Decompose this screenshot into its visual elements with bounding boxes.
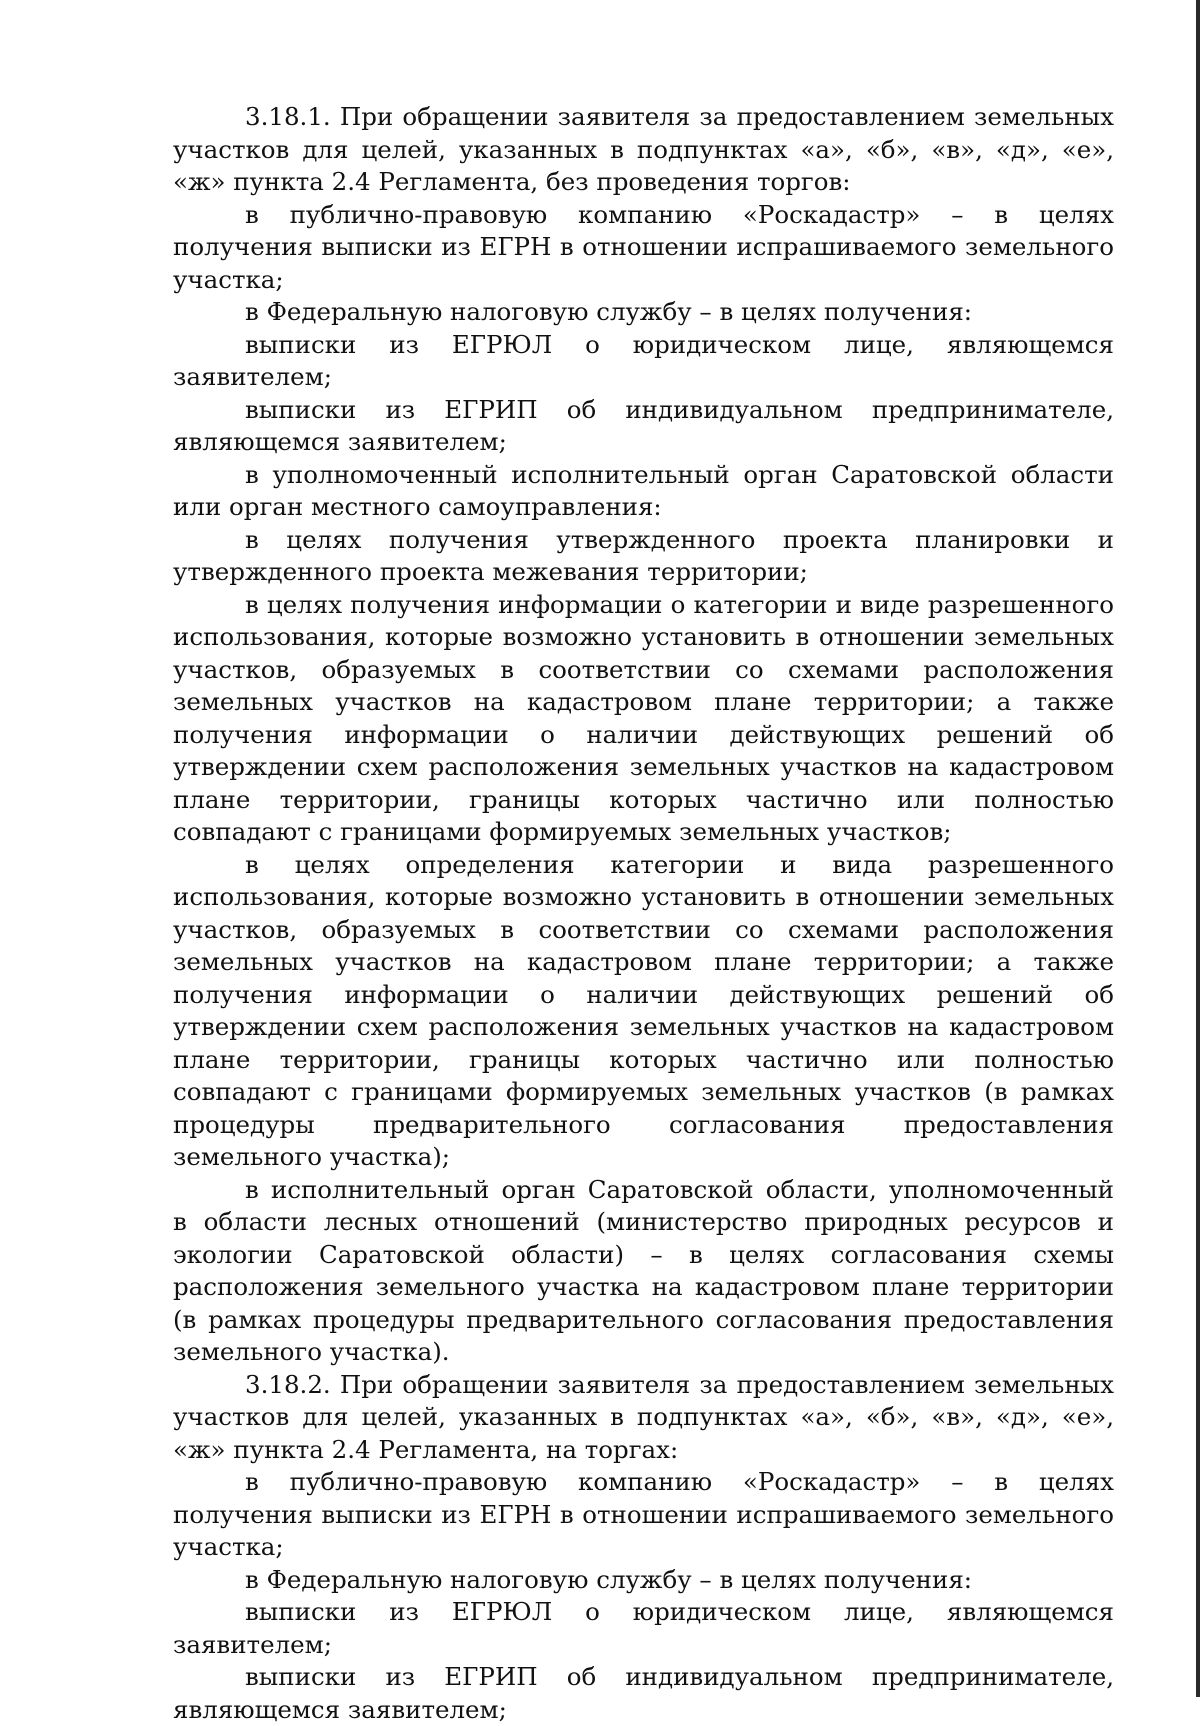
paragraph: в целях получения утвержденного проекта планировки и утвержденного проекта межевания территории; bbox=[173, 524, 1114, 586]
paragraph: в Федеральную налоговую службу – в целях получения: bbox=[245, 1564, 973, 1594]
paragraph: в Федеральную налоговую службу – в целях получения: bbox=[245, 297, 973, 326]
paragraph: в публично-правовую компанию «Роскадастр» – в целях получения выписки из ЕГРН в отношении испрашиваемого земельного участка; bbox=[173, 199, 1114, 294]
paragraph: в уполномоченный исполнительный орган Саратовской области или орган местного самоуправления: bbox=[173, 459, 1114, 521]
paragraph: в целях определения категории и вида разрешенного использования, которые возможно установить в отношении земельных участков, образуемых в соответствии со схемами расположения земельных участков на кадастровом плане территории; а также получения информации о наличии действующих решений об утверждении схем расположения земельных участков на кадастровом плане территории, границы которых частично или полностью совпадают с границами формируемых земельных участков (в рамках процедуры предварительного согласования предоставления земельного участка); bbox=[173, 849, 1114, 1171]
paragraph: выписки из ЕГРЮЛ о юридическом лице, являющемся заявителем; bbox=[173, 329, 1114, 391]
paragraph: выписки из ЕГРЮЛ о юридическом лице, являющемся заявителем; bbox=[173, 1597, 1114, 1659]
page-edge-border bbox=[1196, 0, 1200, 1697]
paragraph: выписки из ЕГРИП об индивидуальном предпринимателе, являющемся заявителем; bbox=[173, 1662, 1114, 1724]
paragraph: выписки из ЕГРИП об индивидуальном предпринимателе, являющемся заявителем; bbox=[173, 394, 1114, 456]
paragraph: в целях получения информации о категории и виде разрешенного использования, которые возможно установить в отношении земельных участков, образуемых в соответствии со схемами расположения земельных участков на кадастровом плане территории; а также получения информации о наличии действующих решений об утверждении схем расположения земельных участков на кадастровом плане территории, границы которых частично или полностью совпадают с границами формируемых земельных участков; bbox=[173, 589, 1114, 846]
paragraph-3-18-2: 3.18.2. При обращении заявителя за предоставлением земельных участков для целей, указанных в подпунктах «а», «б», «в», «д», «е», «ж» пункта 2.4 Регламента, на торгах: bbox=[173, 1369, 1114, 1464]
document-body bbox=[173, 101, 1114, 1726]
paragraph-3-18-1: 3.18.1. При обращении заявителя за предоставлением земельных участков для целей, указанных в подпунктах «а», «б», «в», «д», «е», «ж» пункта 2.4 Регламента, без проведения торгов: bbox=[173, 102, 1114, 196]
paragraph: в публично-правовую компанию «Роскадастр» – в целях получения выписки из ЕГРН в отношении испрашиваемого земельного участка; bbox=[173, 1467, 1114, 1561]
paragraph: в исполнительный орган Саратовской области, уполномоченный в области лесных отношений (министерство природных ресурсов и экологии Саратовской области) – в целях согласования схемы расположения земельного участка на кадастровом плане территории (в рамках процедуры предварительного согласования предоставления земельного участка). bbox=[173, 1174, 1114, 1366]
